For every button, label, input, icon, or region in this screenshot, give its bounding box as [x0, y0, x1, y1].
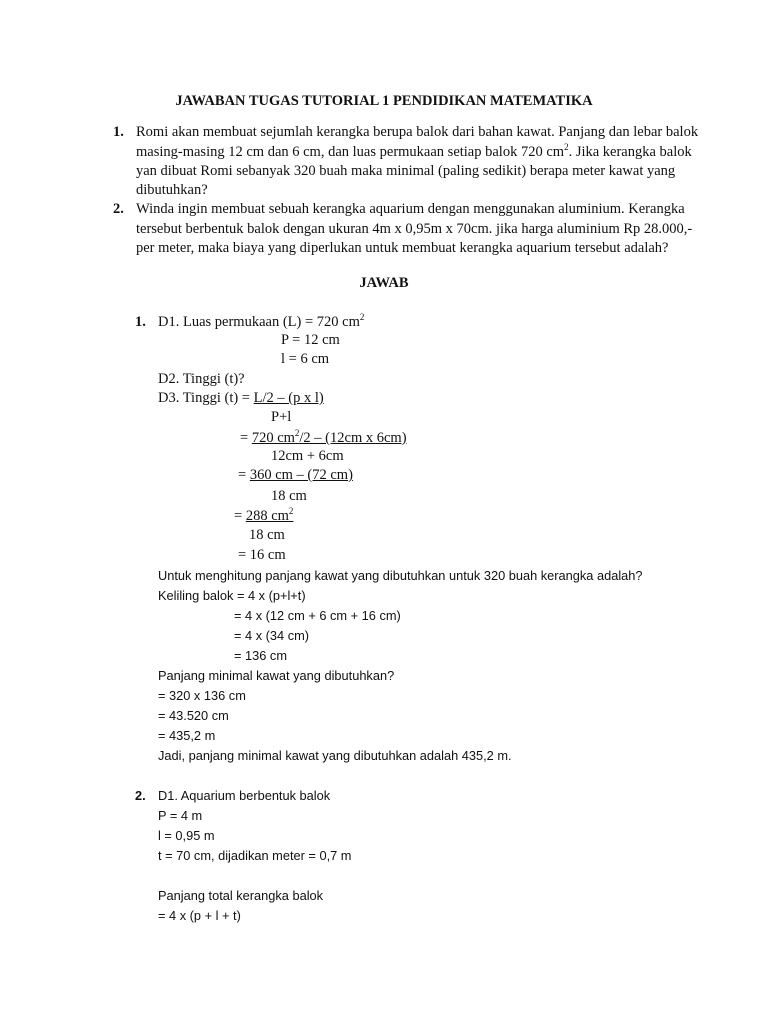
answer-1-min-step-2: = 43.520 cm — [158, 708, 229, 723]
answer-1-d1: D1. Luas permukaan (L) = 720 $cm^2$ — [158, 312, 365, 330]
answer-1-step-1-denominator: 12cm + 6cm — [271, 448, 344, 464]
answer-1-step-3: = 288 $cm^2$ — [234, 506, 294, 524]
question-2-line-3: per meter, maka biaya yang diperlukan untuk membuat kerangka aquarium tersebut adalah? — [136, 240, 669, 256]
answer-2-formula: = 4 x (p + l + t) — [158, 908, 241, 923]
answer-1-min-step-3: = 435,2 m — [158, 728, 216, 743]
answer-1-p: P = 12 cm — [281, 332, 340, 348]
question-1-line-4: dibutuhkan? — [136, 182, 208, 198]
answer-2-t: t = 70 cm, dijadikan meter = 0,7 m — [158, 848, 352, 863]
question-1-number: 1. — [113, 124, 124, 140]
question-2-number: 2. — [113, 201, 124, 217]
jawab-heading: JAWAB — [359, 275, 409, 291]
answer-1-keliling: Keliling balok = 4 x (p+l+t) — [158, 588, 306, 603]
question-2-line-2: tersebut berbentuk balok dengan ukuran 4m x 0,95m x 70cm. jika harga aluminium Rp 28.000,- — [136, 221, 693, 237]
answer-1-l: l = 6 cm — [281, 351, 330, 367]
answer-1-d2: D2. Tinggi (t)? — [158, 371, 245, 387]
document-title: JAWABAN TUGAS TUTORIAL 1 PENDIDIKAN MATEMATIKA — [175, 93, 593, 109]
answer-1-step-4: = 16 cm — [238, 547, 286, 563]
answer-2-total: Panjang total kerangka balok — [158, 888, 324, 903]
answer-1-wire-question: Untuk menghitung panjang kawat yang dibutuhkan untuk 320 buah kerangka adalah? — [158, 568, 643, 583]
answer-1-keliling-step-3: = 136 cm — [234, 648, 287, 663]
answer-1-keliling-step-1: = 4 x (12 cm + 6 cm + 16 cm) — [234, 608, 401, 623]
answer-1-min-question: Panjang minimal kawat yang dibutuhkan? — [158, 668, 395, 683]
answer-2-p: P = 4 m — [158, 808, 203, 823]
answer-2-d1: D1. Aquarium berbentuk balok — [158, 788, 331, 803]
question-1-line-1: Romi akan membuat sejumlah kerangka berupa balok dari bahan kawat. Panjang dan lebar balok — [136, 124, 699, 140]
answer-1-keliling-step-2: = 4 x (34 cm) — [234, 628, 310, 643]
answer-1-conclusion: Jadi, panjang minimal kawat yang dibutuhkan adalah 435,2 m. — [158, 748, 512, 763]
question-2-line-1: Winda ingin membuat sebuah kerangka aquarium dengan menggunakan aluminium. Kerangka — [136, 201, 685, 217]
answer-1-number: 1. — [135, 314, 146, 330]
answer-1-step-1: = 720 $cm^2/2 - (12cm$ x 6cm) — [240, 428, 407, 446]
answer-2-l: l = 0,95 m — [158, 828, 215, 843]
answer-1-d3-denominator: P+l — [271, 409, 292, 425]
answer-1-step-3-denominator: 18 cm — [249, 527, 285, 543]
answer-1-min-step-1: = 320 x 136 cm — [158, 688, 246, 703]
answer-1-d3: D3. Tinggi (t) = L/2 – (p x l) — [158, 390, 324, 406]
answer-1-step-2-denominator: 18 cm — [271, 488, 307, 504]
answer-1-step-2: = 360 cm – (72 cm) — [238, 467, 353, 483]
question-1-line-3: yan dibuat Romi sebanyak 320 buah maka minimal (paling sedikit) berapa meter kawat yang — [136, 163, 676, 179]
question-1-line-2: masing-masing 12 cm dan 6 cm, dan luas permukaan setiap balok 720 $cm^2$. Jika kerangka balok — [136, 142, 692, 160]
answer-2-number: 2. — [135, 788, 146, 803]
